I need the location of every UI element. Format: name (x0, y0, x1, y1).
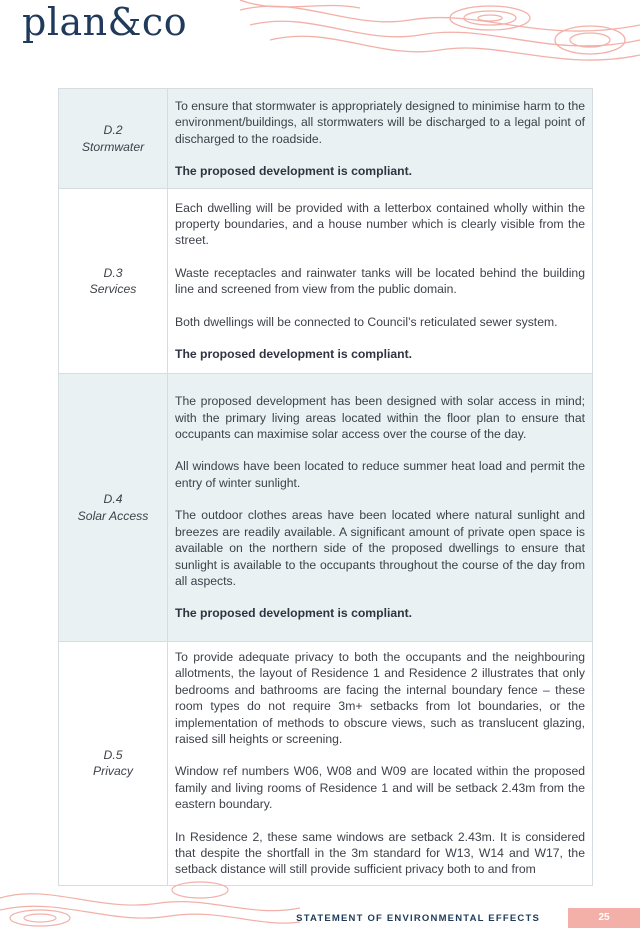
page-number: 25 (568, 908, 640, 928)
criteria-code: D.4 (103, 492, 123, 507)
criteria-title: Services (89, 282, 137, 296)
response-paragraph: In Residence 2, these same windows are setback 2.43m. It is considered that despite the shortfall in the 3m standard for W13, W14 and W17, the setback distance will still provide sufficient privacy both to and from (175, 829, 585, 877)
page-footer (0, 904, 640, 928)
response-paragraph: Window ref numbers W06, W08 and W09 are located within the proposed family and living rooms of Residence 1 and will be setback 2.43m from the eastern boundary. (175, 764, 585, 812)
table-row (59, 189, 593, 374)
response-paragraph: To provide adequate privacy to both the occupants and the neighbouring allotments, the layout of Residence 1 and Residence 2 illustrates that only bedrooms and bathrooms are facing the internal boundary fence – these room types do not require 3m+ setbacks from lot boundaries, or the implementation of methods to obscure views, such as translucent glazing, raised sill heights or screening. (175, 650, 585, 747)
criteria-response (168, 642, 593, 886)
logo: plan&co (22, 0, 188, 44)
response-paragraph: Waste receptacles and rainwater tanks will be located behind the building line and screened from view from the public domain. (175, 265, 585, 297)
criteria-title: Privacy (93, 764, 133, 779)
criteria-label (59, 89, 168, 189)
response-paragraph: All windows have been located to reduce summer heat load and permit the entry of winter sunlight. (175, 459, 585, 490)
criteria-table (58, 88, 593, 886)
topographic-decoration (240, 0, 640, 70)
table-row (59, 642, 593, 886)
response-paragraph: The outdoor clothes areas have been located where natural sunlight and breezes are readily available. A significant amount of private open space is available on the northern side of the proposed dwellings to ensure that sunlight is available to the occupants throughout the course of the day from all aspects. (175, 508, 585, 588)
criteria-title: Stormwater (81, 139, 145, 154)
criteria-response (168, 374, 593, 642)
criteria-code: D.3 (103, 265, 123, 280)
criteria-response (168, 189, 593, 374)
criteria-code: D.2 (103, 123, 123, 138)
response-paragraph: Both dwellings will be connected to Council’s reticulated sewer system. (175, 314, 558, 329)
footer-title: STATEMENT OF ENVIRONMENTAL EFFECTS (296, 913, 540, 924)
response-paragraph: The proposed development has been designed with solar access in mind; with the primary living areas located within the floor plan to ensure that occupants can maximise solar access over the course of the day. (175, 394, 585, 442)
compliance-statement: The proposed development is compliant. (175, 347, 413, 362)
response-paragraph: To ensure that stormwater is appropriately designed to minimise harm to the environment/buildings, all stormwaters will be discharged to a legal point of discharged to the roadside. (175, 98, 585, 146)
criteria-title: Solar Access (77, 508, 149, 523)
criteria-code: D.5 (103, 748, 123, 763)
table-row (59, 374, 593, 642)
criteria-label (59, 374, 168, 642)
compliance-statement: The proposed development is compliant. (175, 606, 413, 621)
table-row (59, 89, 593, 189)
criteria-response (168, 89, 593, 189)
response-paragraph: Each dwelling will be provided with a letterbox contained wholly within the property boundaries, and a house number which is clearly visible from the street. (175, 200, 585, 248)
compliance-statement: The proposed development is compliant. (175, 163, 413, 178)
criteria-label (59, 189, 168, 374)
criteria-label (59, 642, 168, 886)
